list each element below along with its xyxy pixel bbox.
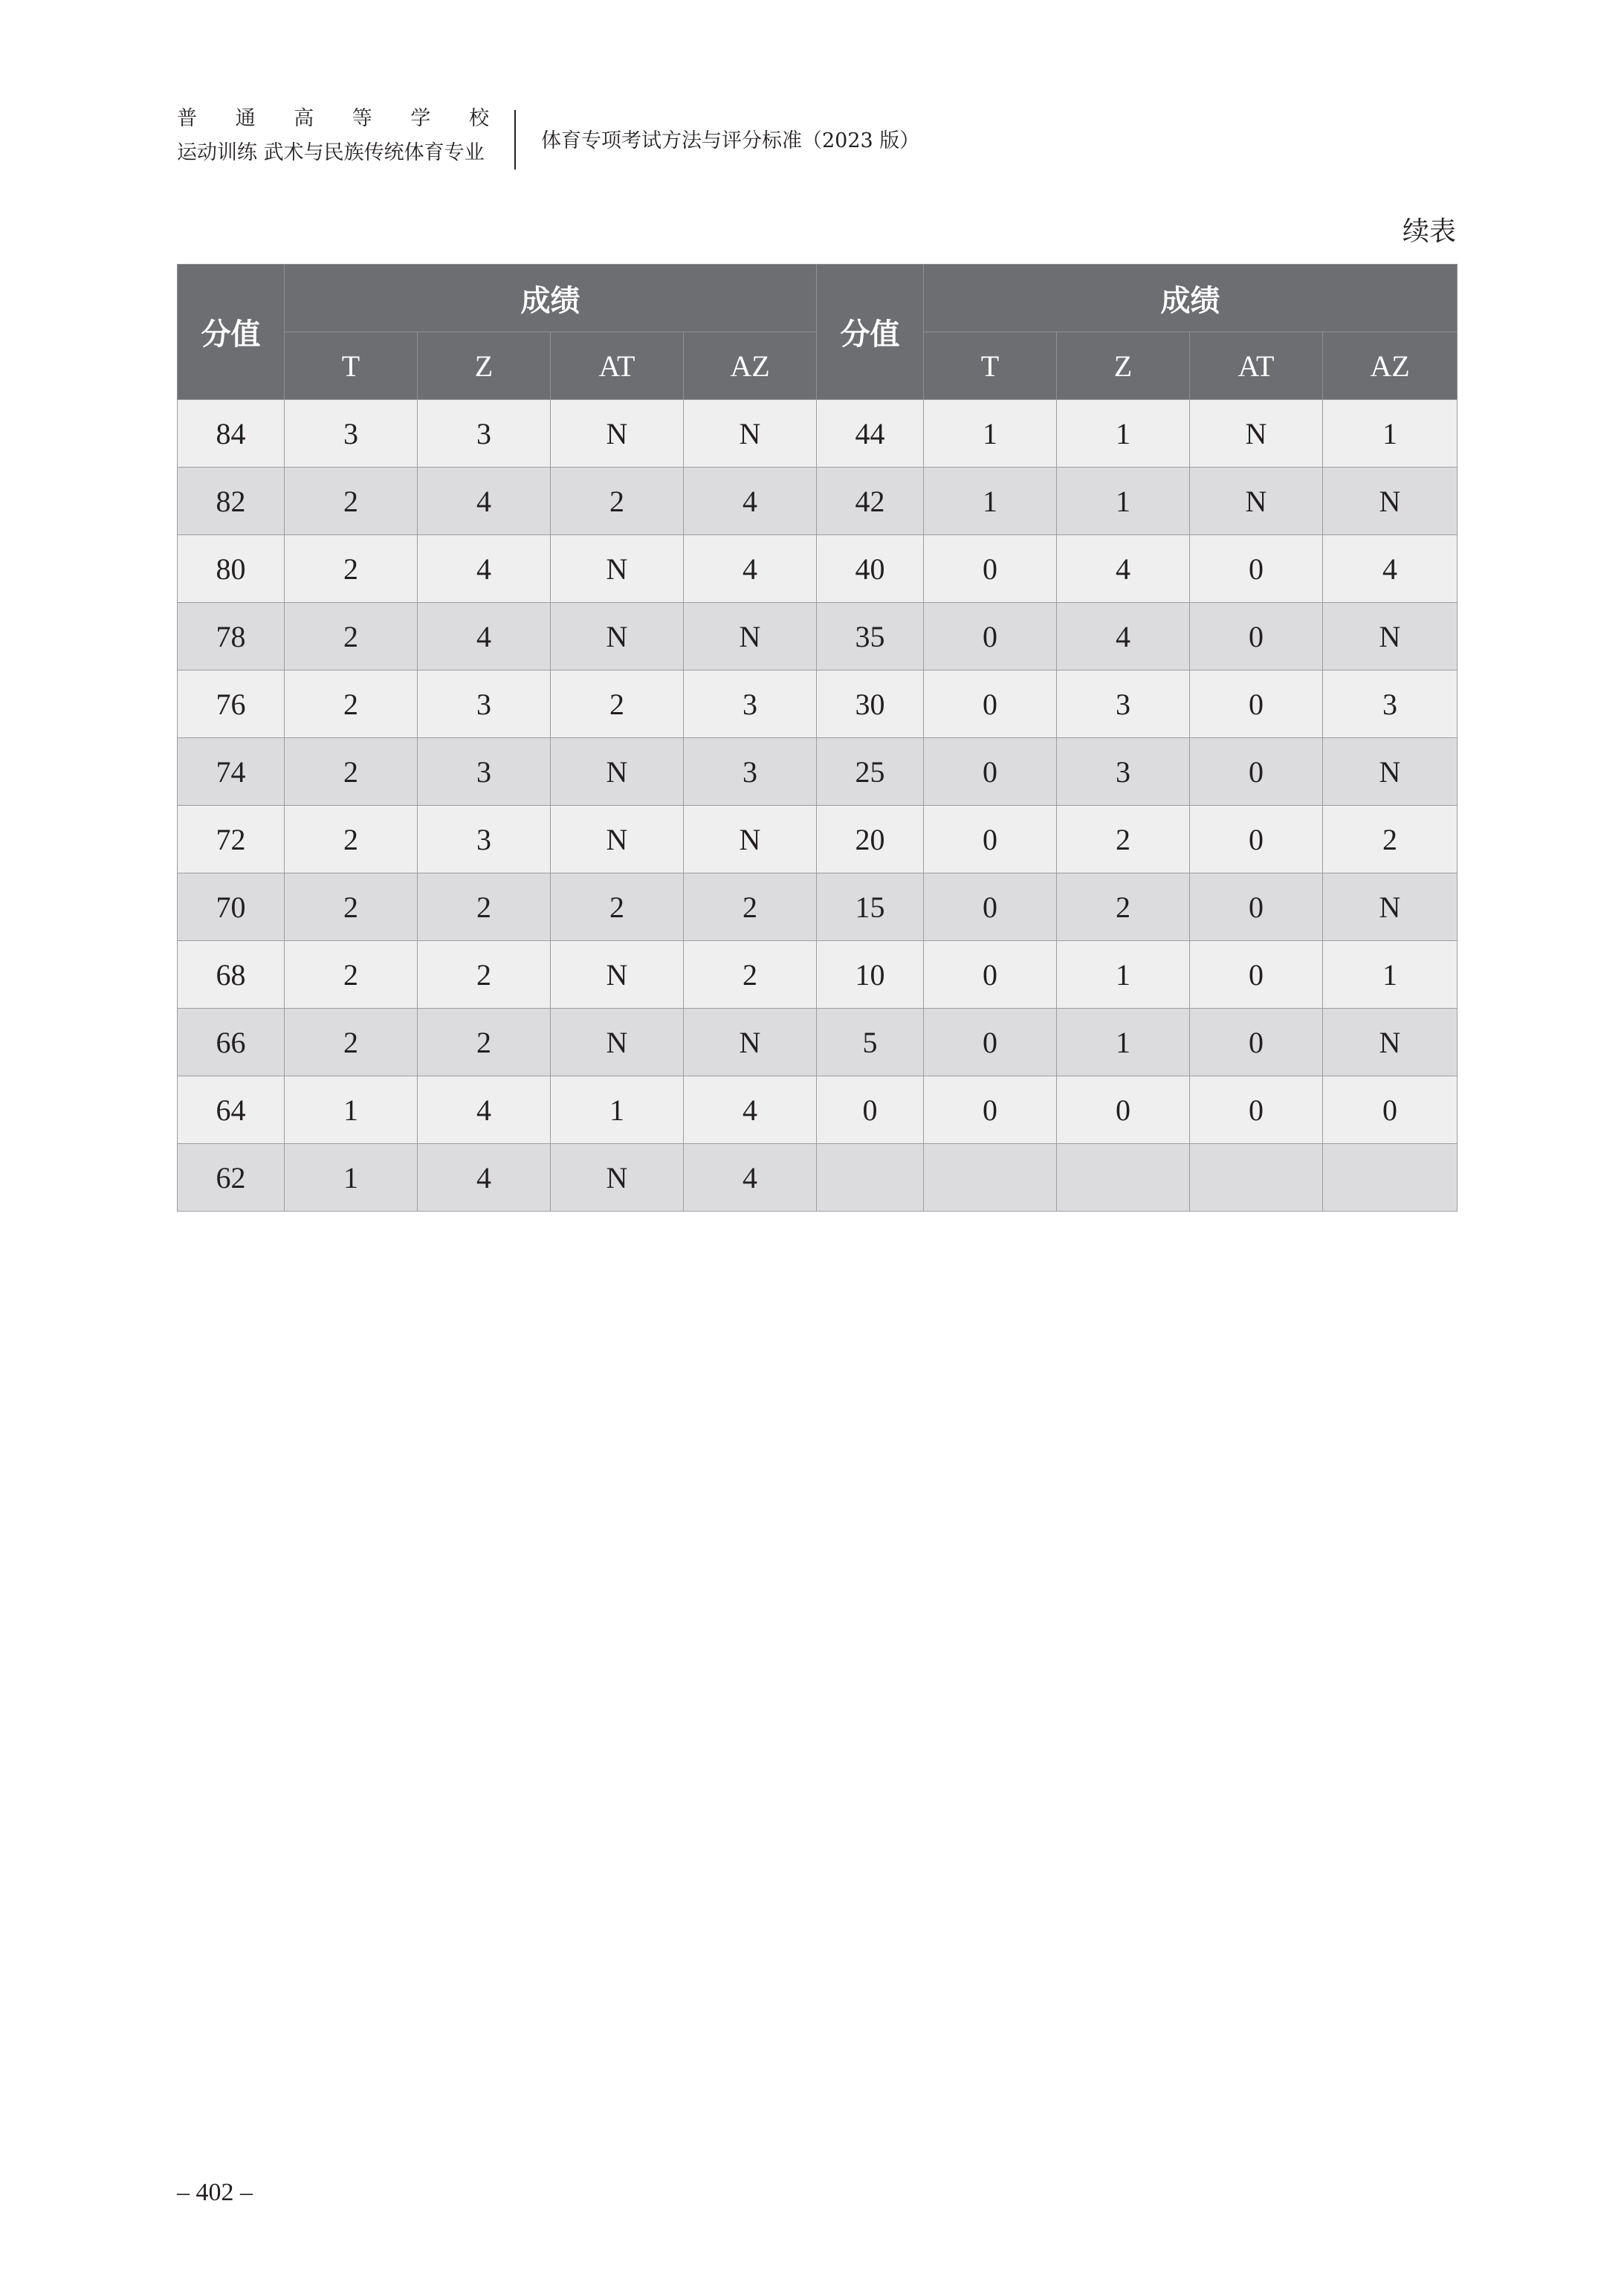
left-z-cell: 4 — [418, 1144, 551, 1212]
right-score-cell: 20 — [817, 806, 924, 873]
right-t-cell: 0 — [924, 873, 1057, 941]
left-az-cell: 4 — [684, 535, 817, 603]
series-char: 通 — [235, 107, 256, 130]
right-z-cell: 4 — [1057, 535, 1190, 603]
series-title — [177, 104, 489, 168]
right-t-cell: 1 — [924, 400, 1057, 468]
left-az-cell: N — [684, 806, 817, 873]
right-t-cell: 0 — [924, 941, 1057, 1009]
left-at-cell: N — [551, 603, 684, 670]
table-row — [178, 1076, 1458, 1144]
right-t-cell: 0 — [924, 806, 1057, 873]
right-score-cell: 30 — [817, 670, 924, 738]
right-at-cell: 0 — [1190, 873, 1323, 941]
left-score-cell: 70 — [178, 873, 285, 941]
right-score-cell: 40 — [817, 535, 924, 603]
left-score-cell: 80 — [178, 535, 285, 603]
left-z-cell: 3 — [418, 738, 551, 806]
left-score-cell: 62 — [178, 1144, 285, 1212]
right-score-cell: 0 — [817, 1076, 924, 1144]
left-t-cell: 1 — [285, 1144, 418, 1212]
right-z-cell: 0 — [1057, 1076, 1190, 1144]
right-t-cell — [924, 1144, 1057, 1212]
left-z-cell: 4 — [418, 535, 551, 603]
right-t-cell: 0 — [924, 1009, 1057, 1076]
right-t-cell: 0 — [924, 603, 1057, 670]
table-row — [178, 535, 1458, 603]
right-z-cell — [1057, 1144, 1190, 1212]
left-at-cell: N — [551, 806, 684, 873]
table-row — [178, 1144, 1458, 1212]
table-row — [178, 1009, 1458, 1076]
right-t-cell: 1 — [924, 468, 1057, 535]
right-at-cell: 0 — [1190, 535, 1323, 603]
right-score-cell: 10 — [817, 941, 924, 1009]
right-score-cell: 5 — [817, 1009, 924, 1076]
left-az-cell: N — [684, 400, 817, 468]
table-row — [178, 873, 1458, 941]
left-z-cell: 2 — [418, 873, 551, 941]
left-score-cell: 78 — [178, 603, 285, 670]
left-z-cell: 4 — [418, 468, 551, 535]
right-score-cell: 25 — [817, 738, 924, 806]
table-row — [178, 941, 1458, 1009]
result-header-right: 成绩 — [924, 265, 1458, 332]
right-at-cell: 0 — [1190, 1076, 1323, 1144]
right-at-cell: 0 — [1190, 806, 1323, 873]
right-score-cell: 42 — [817, 468, 924, 535]
left-z-cell: 4 — [418, 1076, 551, 1144]
series-char: 校 — [468, 107, 489, 130]
right-z-cell: 3 — [1057, 670, 1190, 738]
right-az-cell: 1 — [1323, 941, 1458, 1009]
left-t-cell: 2 — [285, 941, 418, 1009]
right-z-cell: 2 — [1057, 806, 1190, 873]
left-score-cell: 66 — [178, 1009, 285, 1076]
right-score-cell: 35 — [817, 603, 924, 670]
continued-label: 续表 — [1402, 216, 1456, 247]
right-az-cell: N — [1323, 1009, 1458, 1076]
left-z-cell: 3 — [418, 806, 551, 873]
right-t-cell: 0 — [924, 670, 1057, 738]
left-score-cell: 72 — [178, 806, 285, 873]
page-number: – 402 – — [177, 2179, 253, 2206]
sub-header-z: Z — [418, 332, 551, 400]
left-z-cell: 3 — [418, 670, 551, 738]
header-divider — [514, 110, 516, 169]
sub-header-at: AT — [551, 332, 684, 400]
right-z-cell: 1 — [1057, 468, 1190, 535]
left-t-cell: 2 — [285, 806, 418, 873]
table-row — [178, 468, 1458, 535]
left-t-cell: 2 — [285, 535, 418, 603]
left-at-cell: 2 — [551, 468, 684, 535]
right-z-cell: 4 — [1057, 603, 1190, 670]
left-t-cell: 2 — [285, 468, 418, 535]
right-score-cell: 15 — [817, 873, 924, 941]
left-at-cell: 2 — [551, 873, 684, 941]
left-score-cell: 82 — [178, 468, 285, 535]
right-az-cell: N — [1323, 873, 1458, 941]
left-at-cell: N — [551, 738, 684, 806]
series-char: 普 — [177, 107, 197, 130]
right-z-cell: 2 — [1057, 873, 1190, 941]
right-z-cell: 1 — [1057, 400, 1190, 468]
right-az-cell: N — [1323, 468, 1458, 535]
series-title-line2: 运动训练 武术与民族传统体育专业 — [177, 141, 485, 164]
left-z-cell: 3 — [418, 400, 551, 468]
right-at-cell: N — [1190, 400, 1323, 468]
series-char: 学 — [410, 107, 431, 130]
score-header-left: 分值 — [178, 265, 285, 400]
table-row — [178, 670, 1458, 738]
sub-header-t: T — [285, 332, 418, 400]
right-z-cell: 3 — [1057, 738, 1190, 806]
left-az-cell: N — [684, 1009, 817, 1076]
right-z-cell: 1 — [1057, 1009, 1190, 1076]
right-at-cell: 0 — [1190, 670, 1323, 738]
right-az-cell: 2 — [1323, 806, 1458, 873]
table-row — [178, 806, 1458, 873]
left-az-cell: N — [684, 603, 817, 670]
series-char: 等 — [352, 107, 372, 130]
right-az-cell — [1323, 1144, 1458, 1212]
book-title: 体育专项考试方法与评分标准（2023 版） — [541, 129, 920, 152]
left-az-cell: 2 — [684, 873, 817, 941]
right-az-cell: 3 — [1323, 670, 1458, 738]
sub-header-z: Z — [1057, 332, 1190, 400]
left-at-cell: 1 — [551, 1076, 684, 1144]
left-z-cell: 4 — [418, 603, 551, 670]
left-at-cell: N — [551, 941, 684, 1009]
left-score-cell: 84 — [178, 400, 285, 468]
right-t-cell: 0 — [924, 738, 1057, 806]
right-at-cell: 0 — [1190, 603, 1323, 670]
table-row — [178, 738, 1458, 806]
left-score-cell: 68 — [178, 941, 285, 1009]
left-t-cell: 3 — [285, 400, 418, 468]
sub-header-az: AZ — [684, 332, 817, 400]
right-az-cell: 0 — [1323, 1076, 1458, 1144]
right-t-cell: 0 — [924, 535, 1057, 603]
left-at-cell: N — [551, 535, 684, 603]
right-at-cell: 0 — [1190, 738, 1323, 806]
left-az-cell: 4 — [684, 1144, 817, 1212]
left-t-cell: 2 — [285, 873, 418, 941]
table-body — [178, 400, 1458, 1212]
table-row — [178, 603, 1458, 670]
left-az-cell: 4 — [684, 1076, 817, 1144]
right-at-cell: N — [1190, 468, 1323, 535]
right-az-cell: N — [1323, 603, 1458, 670]
left-at-cell: N — [551, 1009, 684, 1076]
left-z-cell: 2 — [418, 1009, 551, 1076]
table-row — [178, 400, 1458, 468]
left-t-cell: 2 — [285, 738, 418, 806]
right-score-cell — [817, 1144, 924, 1212]
score-header-right: 分值 — [817, 265, 924, 400]
sub-header-t: T — [924, 332, 1057, 400]
left-az-cell: 4 — [684, 468, 817, 535]
left-t-cell: 2 — [285, 603, 418, 670]
right-z-cell: 1 — [1057, 941, 1190, 1009]
left-z-cell: 2 — [418, 941, 551, 1009]
left-az-cell: 3 — [684, 670, 817, 738]
left-t-cell: 2 — [285, 670, 418, 738]
right-t-cell: 0 — [924, 1076, 1057, 1144]
left-score-cell: 74 — [178, 738, 285, 806]
header-row-1 — [178, 265, 1458, 332]
right-az-cell: 4 — [1323, 535, 1458, 603]
result-header-left: 成绩 — [285, 265, 817, 332]
left-t-cell: 2 — [285, 1009, 418, 1076]
left-az-cell: 3 — [684, 738, 817, 806]
left-at-cell: 2 — [551, 670, 684, 738]
left-score-cell: 64 — [178, 1076, 285, 1144]
right-az-cell: N — [1323, 738, 1458, 806]
sub-header-at: AT — [1190, 332, 1323, 400]
score-table — [177, 264, 1458, 1212]
right-az-cell: 1 — [1323, 400, 1458, 468]
left-at-cell: N — [551, 400, 684, 468]
left-at-cell: N — [551, 1144, 684, 1212]
left-t-cell: 1 — [285, 1076, 418, 1144]
right-score-cell: 44 — [817, 400, 924, 468]
left-az-cell: 2 — [684, 941, 817, 1009]
sub-header-az: AZ — [1323, 332, 1458, 400]
right-at-cell: 0 — [1190, 1009, 1323, 1076]
right-at-cell: 0 — [1190, 941, 1323, 1009]
right-at-cell — [1190, 1144, 1323, 1212]
series-char: 高 — [294, 107, 314, 130]
left-score-cell: 76 — [178, 670, 285, 738]
series-title-line1 — [177, 104, 489, 134]
